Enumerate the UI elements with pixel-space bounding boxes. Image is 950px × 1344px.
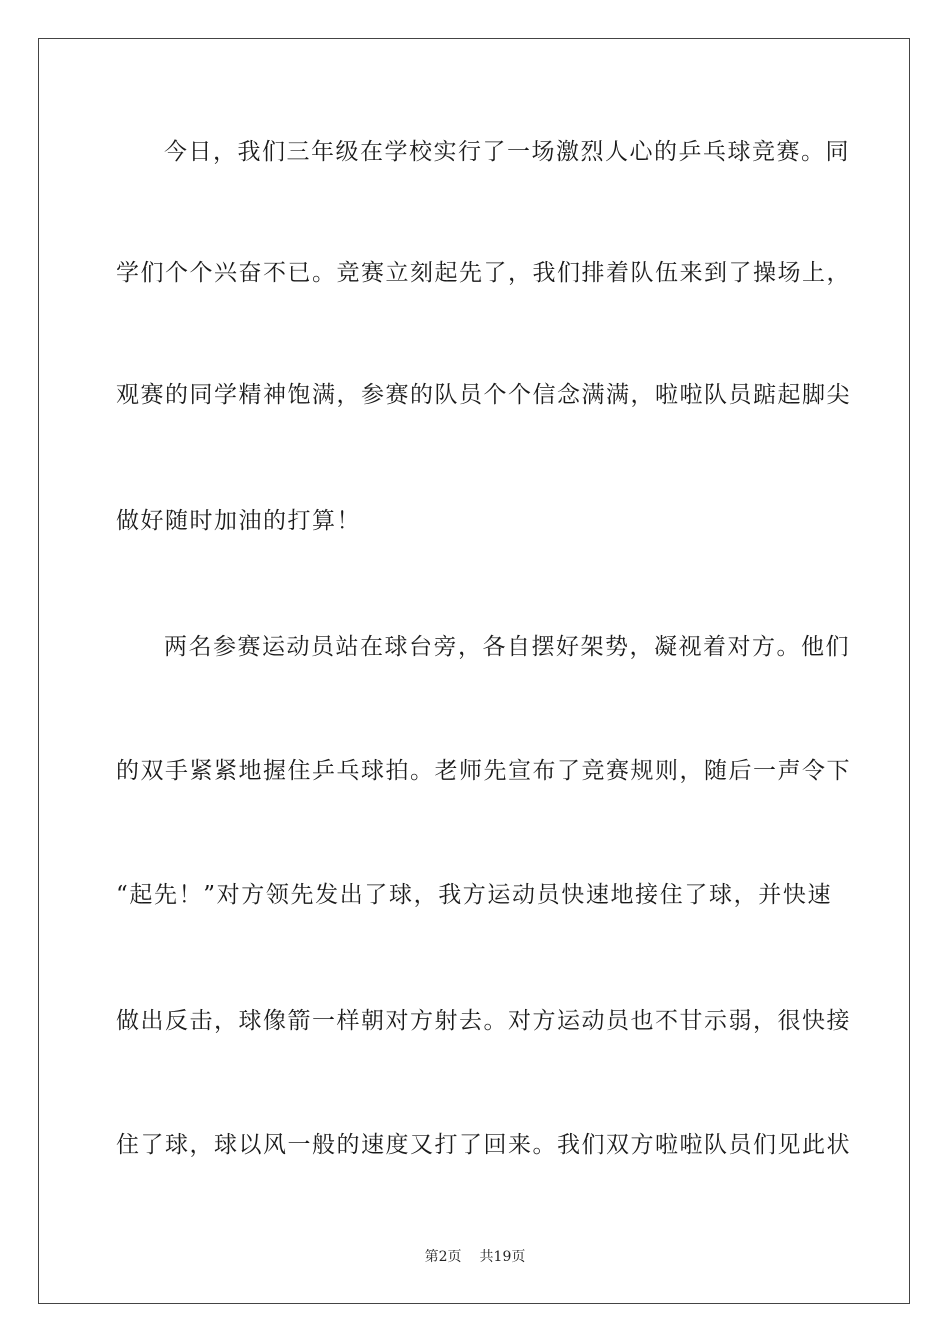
paragraph-1-line-1: 今日，我们三年级在学校实行了一场激烈人心的乒乓球竞赛。同 bbox=[164, 139, 850, 165]
paragraph-2-line-3: “起先！”对方领先发出了球，我方运动员快速地接住了球，并快速 bbox=[116, 882, 832, 908]
paragraph-2-line-2: 的双手紧紧地握住乒乓球拍。老师先宣布了竞赛规则，随后一声令下 bbox=[116, 758, 851, 784]
paragraph-2-line-5: 住了球，球以风一般的速度又打了回来。我们双方啦啦队员们见此状 bbox=[116, 1132, 851, 1158]
page-number: 第2页 bbox=[424, 1249, 462, 1265]
page-total: 共19页 bbox=[479, 1249, 526, 1265]
page-footer bbox=[0, 1248, 950, 1266]
paragraph-1-line-2: 学们个个兴奋不已。竞赛立刻起先了，我们排着队伍来到了操场上， bbox=[116, 260, 851, 286]
paragraph-1-line-4: 做好随时加油的打算！ bbox=[116, 508, 361, 534]
paragraph-2-line-1: 两名参赛运动员站在球台旁，各自摆好架势，凝视着对方。他们 bbox=[164, 634, 850, 660]
page-border bbox=[38, 38, 910, 1304]
paragraph-1-line-3: 观赛的同学精神饱满，参赛的队员个个信念满满，啦啦队员踮起脚尖 bbox=[116, 382, 851, 408]
paragraph-2-line-4: 做出反击，球像箭一样朝对方射去。对方运动员也不甘示弱，很快接 bbox=[116, 1008, 851, 1034]
